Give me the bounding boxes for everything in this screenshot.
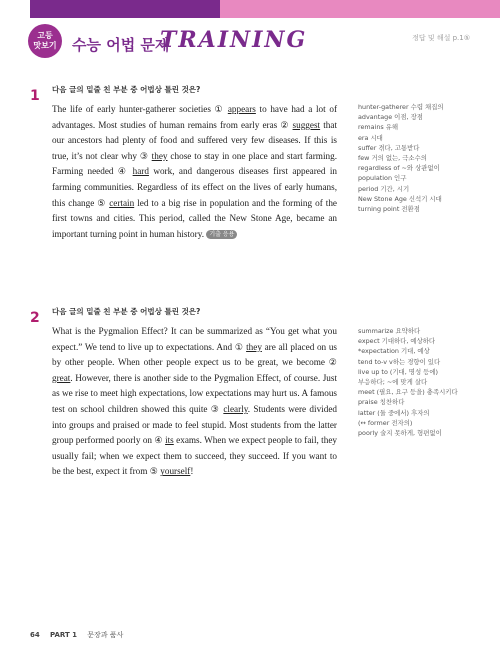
vocab-item: (↔ former 전자의) xyxy=(358,418,413,427)
page-footer xyxy=(30,630,123,640)
question-1-vocab xyxy=(358,102,483,214)
vocab-item: praise 칭찬하다 xyxy=(358,398,405,407)
vocab-item: latter (둘 중에서) 후자의 xyxy=(358,408,430,417)
vocab-item: remains 유해 xyxy=(358,123,399,132)
question-2-passage: What is the Pygmalion Effect? It can be summarized as “You get what you expect.” We tend to live up to expectations. And ① they are all placed on us by other people. When other people expect us to be great, we become ② great. However, there is another side to the Pygmalion Effect, of course. Just as we rise to meet high expectations, low expectations may hurt us. A famous test on school children showed this quite ③ clearly. Students were divided into groups and praised or made to feel stupid. Most students from the latter group performed poorly on ④ its exams. When we expect people to fail, they usually fail; when we expect them to succeed, they succeed. If you want to be the best, expect it from ⑤ yourself! xyxy=(52,326,338,477)
vocab-item: live up to (기대, 명성 등에) xyxy=(358,367,439,376)
vocab-item: suffer 겪다, 고통받다 xyxy=(358,143,420,152)
page-number: 64 xyxy=(30,631,40,639)
vocab-item: hunter-gatherer 수렵 채집의 xyxy=(358,103,444,111)
vocab-item: meet (필요, 요구 등을) 충족시키다 xyxy=(358,388,458,397)
vocab-item: turning point 전환점 xyxy=(358,205,420,214)
vocab-item: tend to-v v하는 경향이 있다 xyxy=(358,357,441,366)
chapter-label: 문장과 품사 xyxy=(87,631,124,639)
source-tag: 기출 응용 xyxy=(206,230,237,239)
question-1-number: 1 xyxy=(30,88,40,104)
vocab-item: summarize 요약하다 xyxy=(358,327,421,335)
answer-reference: 정답 및 해설 p.1⑤ xyxy=(412,34,470,42)
page-title: 수능 어법 문제 xyxy=(72,36,170,54)
question-1-prompt: 다음 글의 밑줄 친 부분 중 어법상 틀린 것은? xyxy=(52,85,201,94)
vocab-item: 부응하다; ~에 맞게 살다 xyxy=(358,378,428,387)
part-label: PART 1 xyxy=(49,631,78,639)
vocab-item: advantage 이점, 장점 xyxy=(358,113,423,122)
top-color-bar xyxy=(0,0,500,18)
vocab-item: few 거의 없는, 극소수의 xyxy=(358,154,427,163)
question-2-vocab xyxy=(358,326,483,438)
vocab-item: *expectation 기대, 예상 xyxy=(358,347,430,356)
top-bar-purple xyxy=(30,0,220,18)
vocab-item: New Stone Age 신석기 시대 xyxy=(358,194,442,203)
question-2-prompt: 다음 글의 밑줄 친 부분 중 어법상 틀린 것은? xyxy=(52,307,201,316)
badge-label: 고등 맛보기 xyxy=(33,31,57,50)
vocab-item: period 기간, 시기 xyxy=(358,184,410,193)
vocab-item: population 인구 xyxy=(358,174,407,183)
vocab-item: expect 기대하다, 예상하다 xyxy=(358,337,436,346)
vocab-item: era 시대 xyxy=(358,133,383,142)
question-2-number: 2 xyxy=(30,310,40,326)
level-badge xyxy=(28,24,62,58)
top-bar-pink xyxy=(220,0,500,18)
vocab-item: regardless of ~와 상관없이 xyxy=(358,164,440,173)
training-logo: TRAINING xyxy=(160,27,308,53)
question-1-passage: The life of early hunter-gatherer societies ① appears to have had a lot of advantages. Most studies of human remains from early eras ② suggest that our ancestors had plenty of food and suffered very few diseases. If this is true, it’s not clear why ③ they chose to stay in one place and start farming. Farming needed ④ hard work, and dangerous diseases first appeared in farming communities. Regardless of its effect on the lives of early humans, this change ⑤ certain led to a big rise in population and the forming of the first towns and cities. This period, called the New Stone Age, became an important turning point in human history. 기출 응용 xyxy=(52,104,338,239)
vocab-item: poorly 술지 못하게, 형편없이 xyxy=(358,429,442,438)
